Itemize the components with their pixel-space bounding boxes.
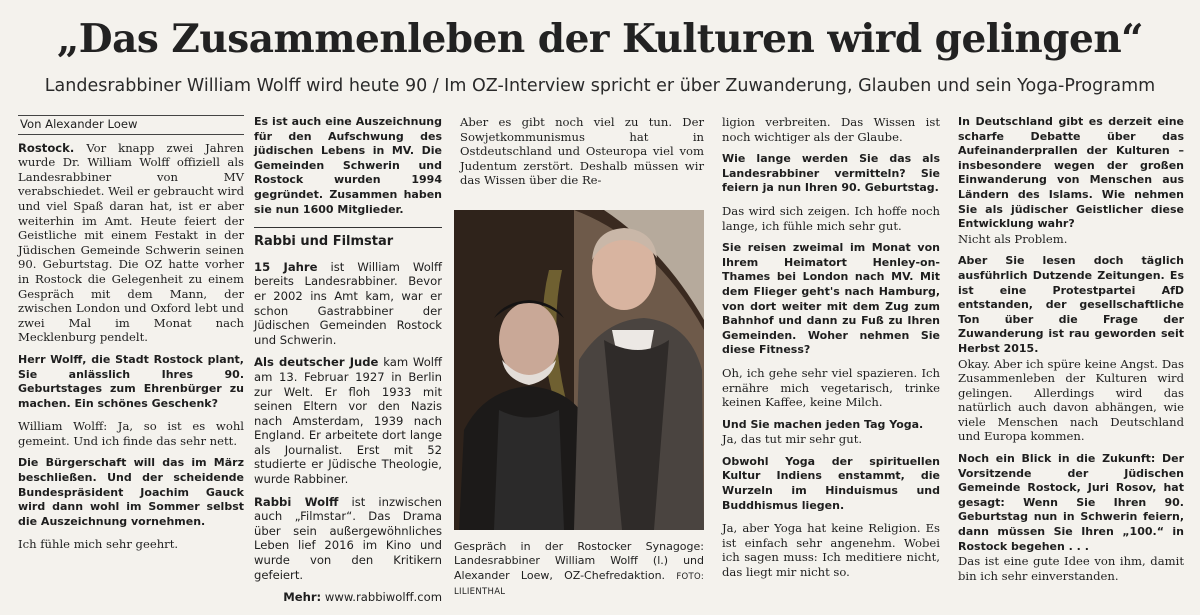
interview-question: Es ist auch eine Auszeichnung für den Aufschwung des jüdischen Lebens in MV. Die Gemeinden Schwerin und Rostock wurden 1994 gegründet. Zusammen haben sie nun 1600 Mitglieder. — [254, 115, 442, 216]
dateline: Rostock. — [18, 140, 75, 155]
more-link-line — [254, 590, 442, 605]
info-lead: Rabbi Wolff — [254, 494, 339, 509]
interview-answer: Das wird sich zeigen. Ich hoffe noch lange, ich fühle mich sehr gut. — [722, 203, 940, 233]
info-lead: 15 Jahre — [254, 259, 318, 274]
interview-answer: Ich fühle mich sehr geehrt. — [18, 537, 179, 552]
paragraph-text: Vor knapp zwei Jahren wurde Dr. William Wolff offiziell als Landesrabbiner von MV verabschiedet. Weil er gebraucht wird und viel Spaß daran hat, ist er aber weiterhin im Amt. Heute feiert der Geistliche mit einem Festakt in der Jüdischen Gemeinde Schwerin seinen 90. Geburtstag. Die OZ hatte vorher in Rostock die Gelegenheit zu einem Gespräch mit dem Mann, der zwischen London und Oxford lebt und zwei Mal im Monat nach Mecklenburg pendelt. — [18, 140, 244, 345]
interview-question: Die Bürgerschaft will das im März beschließen. Und der scheidende Bundespräsident Joachim Gauck wird dann wohl im Sommer selbst die Auszeichnung vornehmen. — [18, 456, 244, 528]
paragraph: Aber es gibt noch viel zu tun. Der Sowjetkommunismus hat in Ostdeutschland und Osteuropa viel vom Judentum zerstört. Deshalb müssen wir das Wissen über die Re- — [460, 115, 704, 188]
interview-answer: Okay. Aber ich spüre keine Angst. Das Zusammenleben der Kulturen wird gelingen. Allerdings wird das natürlich auch davon abhängen, wie viele Menschen nach Deutschland und Europa kommen. — [958, 356, 1184, 444]
subheadline: Landesrabbiner William Wolff wird heute 90 / Im OZ-Interview spricht er über Zuwanderung, Glauben und sein Yoga-Programm — [44, 76, 1156, 96]
photo-illustration — [454, 210, 704, 530]
interview-question: Noch ein Blick in die Zukunft: Der Vorsitzende der Jüdischen Gemeinde Rostock, Juri Rosov, hat gesagt: Wenn Sie Ihren 90. Geburtstag nun in Schwerin feiern, dann müssen Sie Ihren „100.“ in Rostock begehen . . . — [958, 452, 1184, 553]
article-column-1 — [18, 115, 244, 560]
interview-question: Und Sie machen jeden Tag Yoga. — [722, 417, 924, 431]
headline: „Das Zusammenleben der Kulturen wird gelingen“ — [56, 16, 1144, 62]
article-column-5 — [958, 115, 1184, 591]
info-text: ist inzwischen auch „Filmstar“. Das Drama über sein außergewöhnliches Leben lief 2016 im Kino und wurde von den Kritikern gefeiert. — [254, 494, 442, 582]
interview-answer: Oh, ich gehe sehr viel spazieren. Ich ernähre mich vegetarisch, trinke keinen Kaffee, keine Milch. — [722, 365, 940, 410]
photo-credit: FOTO: LILIENTHAL — [454, 571, 705, 597]
interview-answer: Nicht als Problem. — [958, 231, 1068, 246]
article-photo — [454, 210, 704, 530]
interview-question: Aber Sie lesen doch täglich ausführlich Dutzende Zeitungen. Es ist eine Protestpartei AfD entstanden, der gesellschaftliche Ton über die Frage der Zuwanderung ist rau geworden seit Herbst 2015. — [958, 254, 1184, 355]
article-column-4 — [722, 115, 940, 588]
info-box-paragraph — [254, 495, 442, 583]
photo-caption — [454, 540, 704, 599]
more-label: Mehr: — [283, 590, 322, 605]
author-byline: Von Alexander Loew — [18, 115, 244, 135]
article-column-2 — [254, 115, 442, 605]
paragraph — [18, 141, 244, 345]
interview-question: Sie reisen zweimal im Monat von Ihrem Heimatort Henley-on-Thames bei London nach MV. Mit dem Flieger geht's nach Hamburg, von dort weiter mit dem Zug zum Bahnhof und dann zu Fuß zu Ihren Gemeinden. Woher nehmen Sie diese Fitness? — [722, 241, 940, 357]
interview-question: In Deutschland gibt es derzeit eine scharfe Debatte über das Aufeinanderprallen der Kulturen – insbesondere wegen der großen Einwanderung von Menschen aus Ländern des Islams. Wie nehmen Sie als jüdischer Geistlicher diese Entwicklung wahr? — [958, 115, 1184, 231]
interview-question: Herr Wolff, die Stadt Rostock plant, Sie anlässlich Ihres 90. Geburtstages zum Ehrenbürger zu machen. Ein schönes Geschenk? — [18, 352, 244, 410]
paragraph: ligion verbreiten. Das Wissen ist noch wichtiger als der Glaube. — [722, 115, 940, 144]
info-lead: Als deutscher Jude — [254, 355, 379, 370]
info-box-paragraph — [254, 355, 442, 486]
article-column-3 — [460, 115, 704, 196]
interview-answer: Ja, das tut mir sehr gut. — [722, 432, 863, 447]
more-url[interactable]: www.rabbiwolff.com — [324, 590, 442, 605]
info-box-paragraph — [254, 260, 442, 348]
interview-question: Wie lange werden Sie das als Landesrabbiner vermitteln? Sie feiern ja nun Ihren 90. Geburtstag. — [722, 152, 940, 195]
interview-answer: Das ist eine gute Idee von ihm, damit bin ich sehr einverstanden. — [958, 554, 1184, 583]
info-text: ist William Wolff bereits Landesrabbiner. Bevor er 2002 ins Amt kam, war er schon Gastrabbiner der Jüdischen Gemeinden Rostock und Schwerin. — [254, 259, 442, 347]
interview-answer: Ja, aber Yoga hat keine Religion. Es ist einfach sehr angenehm. Wobei ich sagen muss: Ich meditiere nicht, das liegt mir nicht so. — [722, 521, 940, 580]
caption-text: Gespräch in der Rostocker Synagoge: Landesrabbiner William Wolff (l.) und Alexander Loew, OZ-Chefredaktion. — [454, 540, 704, 582]
interview-question: Obwohl Yoga der spirituellen Kultur Indiens enstammt, die Wurzeln im Hinduismus und Buddhismus liegen. — [722, 454, 940, 512]
info-box-title: Rabbi und Filmstar — [254, 227, 442, 250]
interview-answer: William Wolff: Ja, so ist es wohl gemeint. Und ich finde das sehr nett. — [18, 419, 244, 448]
info-text: kam Wolff am 13. Februar 1927 in Berlin zur Welt. Er floh 1933 mit seinen Eltern vor den Nazis nach Amsterdam, 1939 nach England. Er arbeitete dort lange als Journalist. Erst mit 52 studierte er Jüdische Theologie, wurde Rabbiner. — [254, 355, 442, 487]
